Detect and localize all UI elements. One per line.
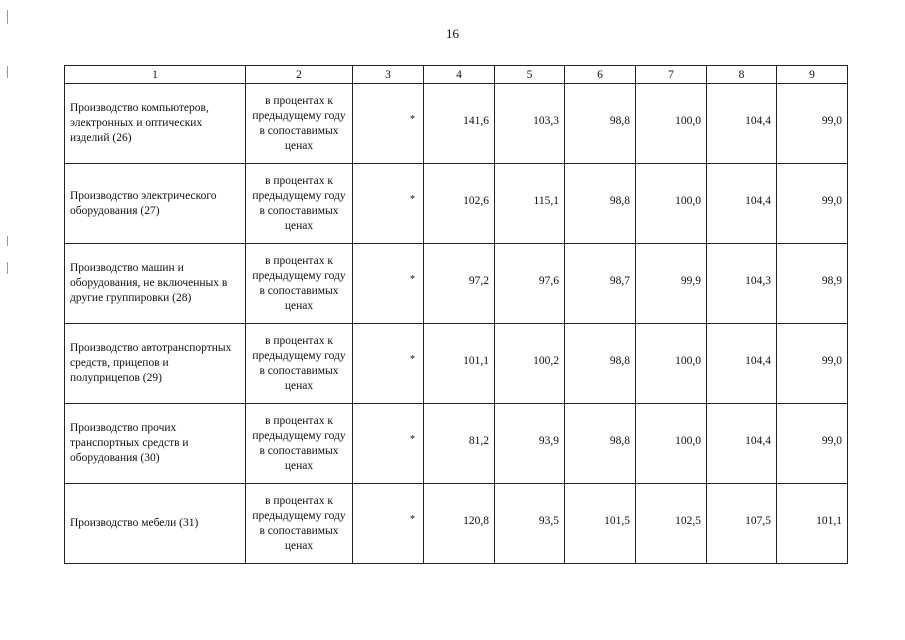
unit-cell: в процентах к предыдущему году в сопоставимых ценах [246,164,353,244]
scan-mark [7,262,8,274]
table-row [65,164,848,244]
value-cell: 101,5 [565,484,636,564]
marker-cell: * [353,84,424,164]
table-row [65,84,848,164]
marker-cell: * [353,164,424,244]
table-row [65,244,848,324]
column-header: 2 [246,66,353,84]
value-cell: 101,1 [424,324,495,404]
value-cell: 141,6 [424,84,495,164]
value-cell: 104,3 [707,244,777,324]
column-header: 9 [777,66,848,84]
scan-mark [7,236,8,246]
value-cell: 120,8 [424,484,495,564]
value-cell: 98,7 [565,244,636,324]
indicator-cell: Производство прочих транспортных средств и оборудования (30) [65,404,246,484]
column-header: 3 [353,66,424,84]
value-cell: 98,8 [565,164,636,244]
table-row [65,404,848,484]
value-cell: 81,2 [424,404,495,484]
column-header: 7 [636,66,707,84]
column-number-row [65,66,848,84]
column-header: 4 [424,66,495,84]
indicator-cell: Производство машин и оборудования, не включенных в другие группировки (28) [65,244,246,324]
value-cell: 104,4 [707,164,777,244]
statistics-table [64,65,848,564]
value-cell: 98,8 [565,84,636,164]
value-cell: 98,8 [565,324,636,404]
value-cell: 115,1 [495,164,565,244]
value-cell: 100,2 [495,324,565,404]
indicator-cell: Производство мебели (31) [65,484,246,564]
table-row [65,324,848,404]
page-number: 16 [446,26,459,41]
marker-cell: * [353,484,424,564]
value-cell: 102,6 [424,164,495,244]
value-cell: 99,0 [777,84,848,164]
value-cell: 104,4 [707,404,777,484]
value-cell: 100,0 [636,164,707,244]
marker-cell: * [353,324,424,404]
indicator-cell: Производство компьютеров, электронных и оптических изделий (26) [65,84,246,164]
scan-mark [7,66,8,78]
value-cell: 99,9 [636,244,707,324]
value-cell: 107,5 [707,484,777,564]
indicator-cell: Производство автотранспортных средств, прицепов и полуприцепов (29) [65,324,246,404]
value-cell: 104,4 [707,324,777,404]
column-header: 5 [495,66,565,84]
column-header: 6 [565,66,636,84]
value-cell: 93,9 [495,404,565,484]
column-header: 8 [707,66,777,84]
unit-cell: в процентах к предыдущему году в сопоставимых ценах [246,324,353,404]
value-cell: 99,0 [777,404,848,484]
unit-cell: в процентах к предыдущему году в сопоставимых ценах [246,244,353,324]
marker-cell: * [353,404,424,484]
value-cell: 98,8 [565,404,636,484]
unit-cell: в процентах к предыдущему году в сопоставимых ценах [246,404,353,484]
value-cell: 99,0 [777,324,848,404]
column-header: 1 [65,66,246,84]
table-row [65,484,848,564]
value-cell: 97,2 [424,244,495,324]
unit-cell: в процентах к предыдущему году в сопоставимых ценах [246,484,353,564]
value-cell: 99,0 [777,164,848,244]
marker-cell: * [353,244,424,324]
value-cell: 98,9 [777,244,848,324]
indicator-cell: Производство электрического оборудования (27) [65,164,246,244]
unit-cell: в процентах к предыдущему году в сопоставимых ценах [246,84,353,164]
value-cell: 93,5 [495,484,565,564]
value-cell: 103,3 [495,84,565,164]
value-cell: 100,0 [636,324,707,404]
value-cell: 100,0 [636,404,707,484]
value-cell: 100,0 [636,84,707,164]
value-cell: 102,5 [636,484,707,564]
value-cell: 97,6 [495,244,565,324]
scan-mark [7,10,8,24]
value-cell: 101,1 [777,484,848,564]
value-cell: 104,4 [707,84,777,164]
